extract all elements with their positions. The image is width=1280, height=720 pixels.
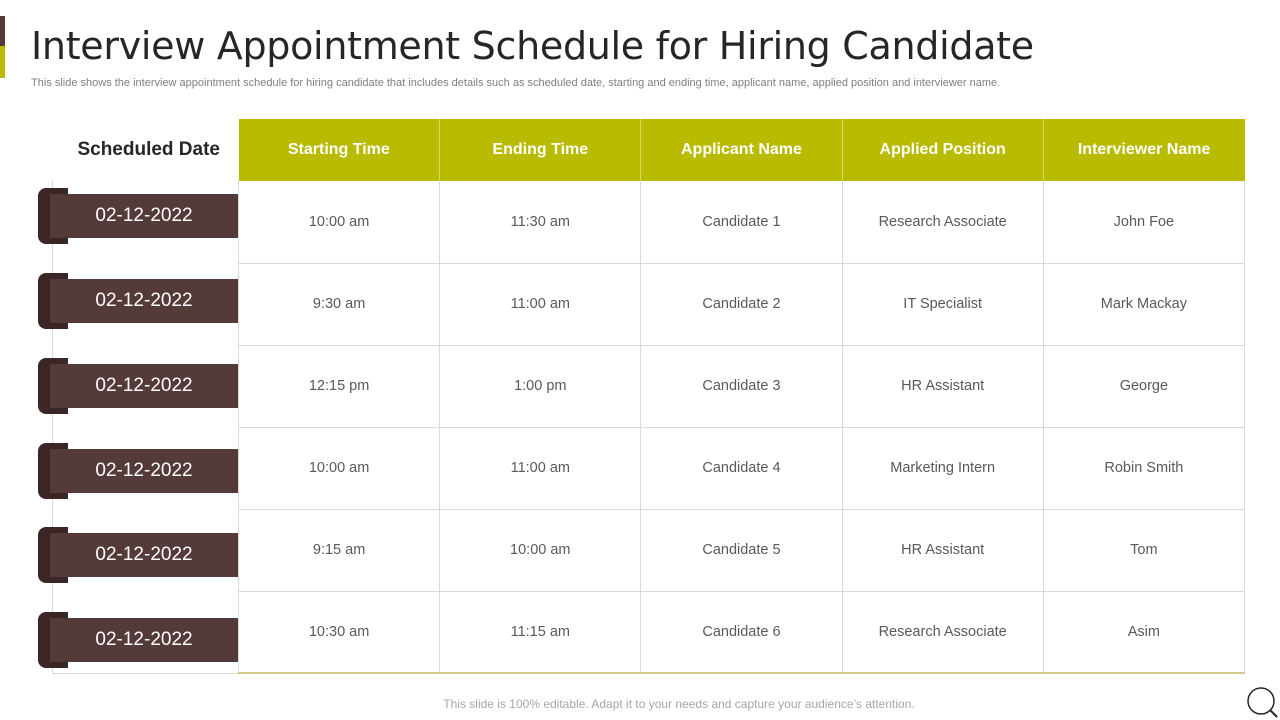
schedule-table [238, 119, 1245, 674]
column-header-interviewer-name: Interviewer Name [1043, 119, 1244, 181]
column-header-applicant-name: Applicant Name [641, 119, 842, 181]
cell-ending-time: 11:00 am [440, 263, 641, 345]
date-ribbon [38, 358, 238, 414]
column-header-ending-time: Ending Time [440, 119, 641, 181]
cell-ending-time: 10:00 am [440, 509, 641, 591]
table-row [239, 509, 1245, 591]
cell-applied-position: Research Associate [842, 591, 1043, 673]
accent-bar-dark [0, 16, 5, 46]
cell-starting-time: 10:30 am [239, 591, 440, 673]
cell-starting-time: 10:00 am [239, 181, 440, 263]
magnifier-icon[interactable] [1244, 686, 1278, 720]
cell-ending-time: 11:15 am [440, 591, 641, 673]
cell-applicant-name: Candidate 5 [641, 509, 842, 591]
footer-note: This slide is 100% editable. Adapt it to your needs and capture your audience’s attention. [443, 697, 915, 711]
date-label: 02-12-2022 [50, 279, 238, 323]
table-header-row [239, 119, 1245, 181]
page-title: Interview Appointment Schedule for Hiring Candidate [31, 24, 1034, 68]
cell-applied-position: HR Assistant [842, 509, 1043, 591]
cell-applicant-name: Candidate 1 [641, 181, 842, 263]
table-row [239, 345, 1245, 427]
cell-ending-time: 11:30 am [440, 181, 641, 263]
accent-bar-olive [0, 46, 5, 78]
table-row [239, 263, 1245, 345]
table-row [239, 181, 1245, 263]
table-row [239, 591, 1245, 673]
date-ribbon [38, 443, 238, 499]
cell-ending-time: 11:00 am [440, 427, 641, 509]
date-ribbon [38, 273, 238, 329]
date-ribbon [38, 527, 238, 583]
cell-applicant-name: Candidate 3 [641, 345, 842, 427]
date-label: 02-12-2022 [50, 449, 238, 493]
cell-applied-position: Research Associate [842, 181, 1043, 263]
cell-applicant-name: Candidate 2 [641, 263, 842, 345]
scheduled-date-header: Scheduled Date [77, 139, 220, 160]
cell-interviewer-name: Asim [1043, 591, 1244, 673]
date-label: 02-12-2022 [50, 533, 238, 577]
cell-interviewer-name: Robin Smith [1043, 427, 1244, 509]
date-label: 02-12-2022 [50, 194, 238, 238]
cell-applied-position: Marketing Intern [842, 427, 1043, 509]
date-ribbon [38, 612, 238, 668]
column-header-applied-position: Applied Position [842, 119, 1043, 181]
cell-starting-time: 9:30 am [239, 263, 440, 345]
cell-interviewer-name: John Foe [1043, 181, 1244, 263]
date-ribbon [38, 188, 238, 244]
cell-interviewer-name: Tom [1043, 509, 1244, 591]
cell-interviewer-name: George [1043, 345, 1244, 427]
cell-starting-time: 9:15 am [239, 509, 440, 591]
cell-applied-position: IT Specialist [842, 263, 1043, 345]
cell-starting-time: 10:00 am [239, 427, 440, 509]
table-row [239, 427, 1245, 509]
column-header-starting-time: Starting Time [239, 119, 440, 181]
cell-ending-time: 1:00 pm [440, 345, 641, 427]
date-panel [52, 180, 238, 674]
cell-interviewer-name: Mark Mackay [1043, 263, 1244, 345]
date-label: 02-12-2022 [50, 618, 238, 662]
page-subtitle: This slide shows the interview appointment schedule for hiring candidate that includes details such as scheduled date, starting and ending time, applicant name, applied position and interviewer name. [31, 77, 1001, 89]
cell-applied-position: HR Assistant [842, 345, 1043, 427]
date-label: 02-12-2022 [50, 364, 238, 408]
cell-starting-time: 12:15 pm [239, 345, 440, 427]
cell-applicant-name: Candidate 6 [641, 591, 842, 673]
cell-applicant-name: Candidate 4 [641, 427, 842, 509]
